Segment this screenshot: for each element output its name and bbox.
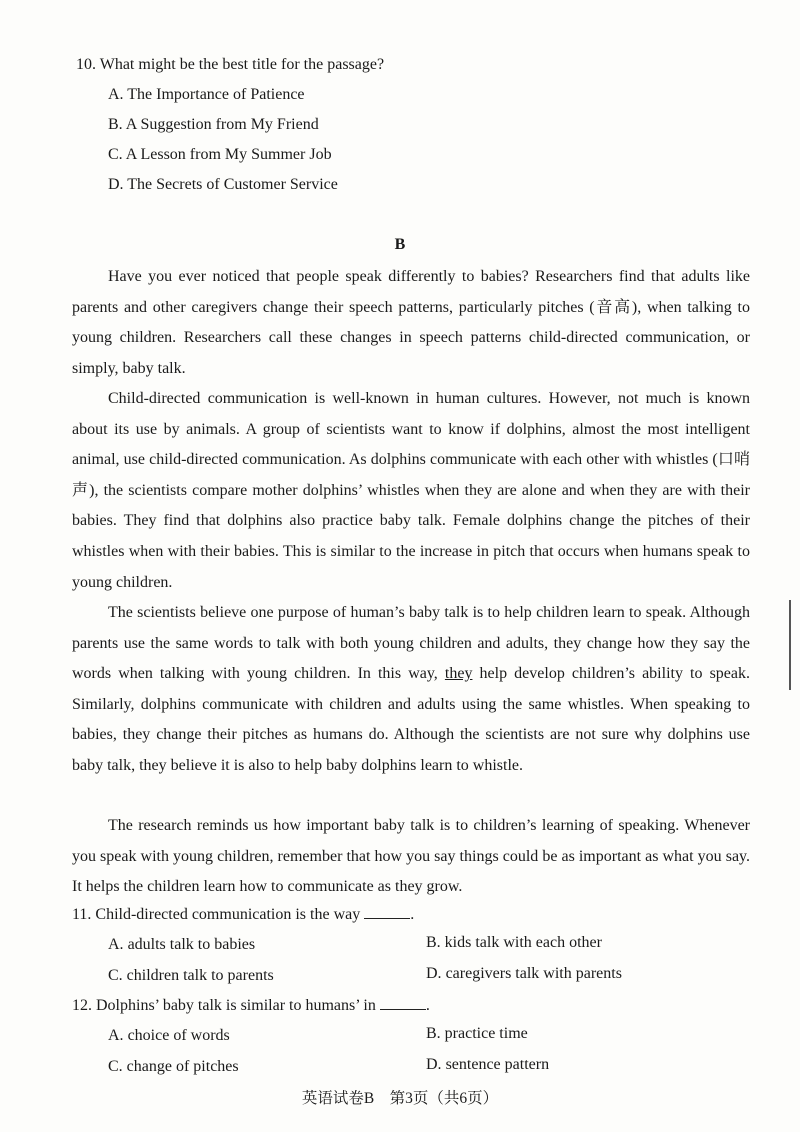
scan-edge-mark bbox=[789, 600, 791, 690]
option-text: sentence pattern bbox=[445, 1056, 550, 1073]
paragraph-3 bbox=[72, 598, 750, 782]
question-12: 12. Dolphins’ baby talk is similar to humans’ in . bbox=[72, 997, 430, 1014]
option-letter: D. bbox=[426, 1056, 442, 1073]
option-text: The Importance of Patience bbox=[127, 86, 305, 103]
option-11c bbox=[108, 967, 274, 985]
question-number: 12. bbox=[72, 997, 92, 1014]
underlined-word: they bbox=[444, 665, 473, 683]
option-text: A Lesson from My Summer Job bbox=[125, 146, 332, 163]
question-number: 10. bbox=[76, 56, 96, 73]
question-text: What might be the best title for the passage? bbox=[99, 56, 385, 73]
answer-blank bbox=[364, 906, 410, 919]
option-text: practice time bbox=[444, 1025, 528, 1042]
option-10d bbox=[108, 176, 338, 194]
option-letter: B. bbox=[108, 116, 123, 133]
option-text: children talk to parents bbox=[126, 967, 274, 984]
paragraph-2: Child-directed communication is well-known in human cultures. However, not much is known about its use by animals. A group of scientists want to know if dolphins, almost the most intelligent animal, use child-directed communication. As dolphins communicate with each other with whistles (口哨声), the scientists compare mother dolphins’ whistles when they are alone and when they are with their babies. They find that dolphins also practice baby talk. Female dolphins change the pitches of their whistles when with their babies. This is similar to the increase in pitch that occurs when humans speak to young children. bbox=[72, 390, 750, 591]
option-letter: A. bbox=[108, 1027, 124, 1044]
option-text: adults talk to babies bbox=[127, 936, 256, 953]
paragraph-1: Have you ever noticed that people speak differently to babies? Researchers find that adults like parents and other caregivers change their speech patterns, particularly pitches (音高), when talking to young children. Researchers call these changes in speech patterns child-directed communication, or simply, baby talk. bbox=[72, 268, 750, 377]
option-12c bbox=[108, 1058, 239, 1076]
section-heading: B bbox=[394, 236, 406, 253]
option-12d bbox=[426, 1056, 549, 1074]
paragraph-3-text: The scientists believe one purpose of human’s baby talk is to help children learn to speak. Although parents use the same words to talk with both young children and adults, they change how they say the words when talking with young children. In this way, bbox=[72, 604, 750, 683]
option-letter: B. bbox=[426, 1025, 441, 1042]
option-12b bbox=[426, 1025, 528, 1043]
paragraph-4: The research reminds us how important baby talk is to children’s learning of speaking. Whenever you speak with young children, remember that how you say things could be as important as what you say. It helps the children learn how to communicate as they grow. bbox=[72, 817, 750, 896]
option-letter: C. bbox=[108, 146, 123, 163]
paragraph-3-text: help develop children’s ability to speak. Similarly, dolphins communicate with children and adults using the same whistles. When speaking to babies, they change their pitches as humans do. Although the scientists are not sure why dolphins use baby talk, they believe it is also to help baby dolphins learn to whistle. bbox=[72, 665, 751, 774]
option-10c bbox=[108, 146, 332, 164]
option-letter: B. bbox=[426, 934, 441, 951]
option-11a bbox=[108, 936, 255, 954]
question-text: Child-directed communication is the way bbox=[95, 906, 361, 923]
option-text: kids talk with each other bbox=[444, 934, 602, 951]
option-letter: D. bbox=[108, 176, 124, 193]
option-text: A Suggestion from My Friend bbox=[125, 116, 319, 133]
option-text: caregivers talk with parents bbox=[445, 965, 622, 982]
question-10 bbox=[76, 56, 384, 74]
page-footer: 英语试卷B 第3页（共6页） bbox=[301, 1090, 499, 1107]
option-letter: A. bbox=[108, 936, 124, 953]
option-letter: C. bbox=[108, 1058, 123, 1075]
question-text: Dolphins’ baby talk is similar to humans’ in bbox=[96, 997, 376, 1014]
option-text: The Secrets of Customer Service bbox=[127, 176, 338, 193]
option-12a bbox=[108, 1027, 230, 1045]
question-number: 11. bbox=[72, 906, 92, 923]
option-text: choice of words bbox=[127, 1027, 230, 1044]
option-letter: A. bbox=[108, 86, 124, 103]
option-11d bbox=[426, 965, 622, 983]
option-letter: D. bbox=[426, 965, 442, 982]
answer-blank bbox=[380, 997, 426, 1010]
option-letter: C. bbox=[108, 967, 123, 984]
option-10b bbox=[108, 116, 319, 134]
option-text: change of pitches bbox=[126, 1058, 239, 1075]
question-11: 11. Child-directed communication is the way . bbox=[72, 906, 415, 923]
option-10a bbox=[108, 86, 305, 104]
option-11b bbox=[426, 934, 602, 952]
